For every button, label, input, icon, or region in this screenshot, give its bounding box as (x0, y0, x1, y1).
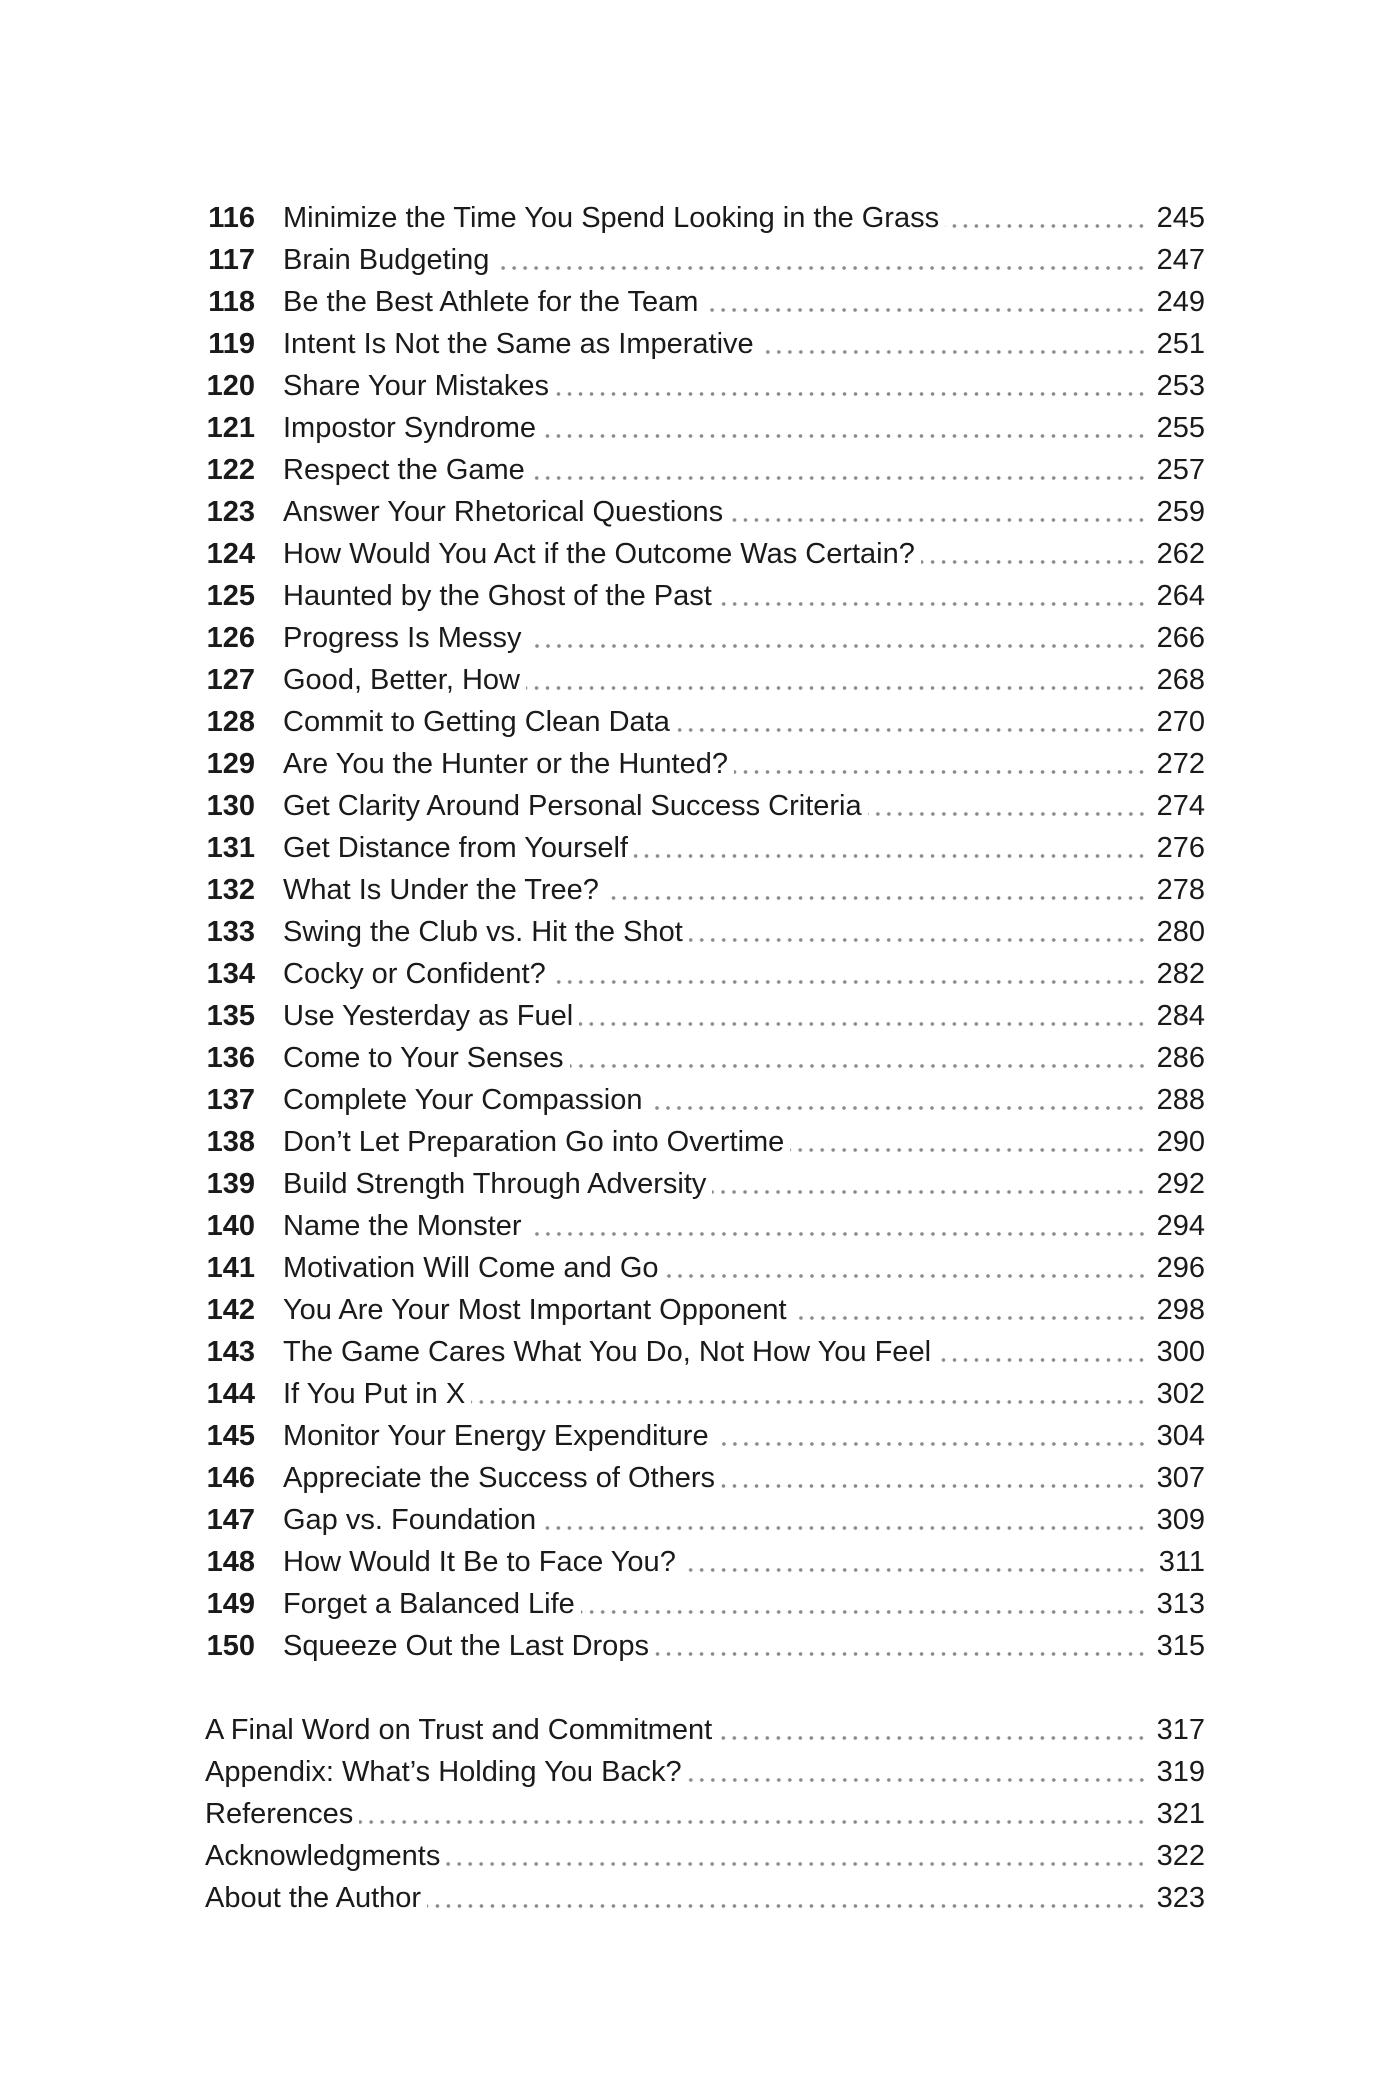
page-number: 286 (1156, 1042, 1205, 1074)
chapter-title: Appreciate the Success of Others (283, 1462, 715, 1494)
toc-entry[interactable] (205, 197, 1205, 239)
chapter-title: Respect the Game (283, 454, 525, 486)
dot-leader (760, 348, 1147, 356)
chapter-title: Motivation Will Come and Go (283, 1252, 659, 1284)
page-number: 284 (1156, 1000, 1205, 1032)
chapter-number: 142 (206, 1294, 255, 1326)
page-number: 317 (1156, 1714, 1205, 1746)
dot-leader (793, 1314, 1147, 1322)
chapter-number: 143 (206, 1336, 255, 1368)
chapter-number: 125 (206, 580, 255, 612)
page-number: 266 (1156, 622, 1205, 654)
toc-entry[interactable] (205, 869, 1205, 911)
chapter-title: You Are Your Most Important Opponent (283, 1294, 787, 1326)
toc-entry[interactable] (205, 365, 1205, 407)
page-number: 268 (1156, 664, 1205, 696)
toc-entry[interactable] (205, 1499, 1205, 1541)
chapter-number: 140 (206, 1210, 255, 1242)
page-number: 313 (1156, 1588, 1205, 1620)
dot-leader (555, 390, 1147, 398)
chapter-number: 136 (206, 1042, 255, 1074)
back-matter-title: References (205, 1798, 354, 1830)
toc-entry[interactable] (205, 1583, 1205, 1625)
back-matter-entry[interactable] (205, 1709, 1205, 1751)
chapter-title: Be the Best Athlete for the Team (283, 286, 699, 318)
toc-entry[interactable] (205, 575, 1205, 617)
page-number: 270 (1156, 706, 1205, 738)
dot-leader (579, 1020, 1147, 1028)
dot-leader (528, 1230, 1147, 1238)
dot-leader (648, 1104, 1147, 1112)
back-matter-title: A Final Word on Trust and Commitment (205, 1714, 713, 1746)
chapter-title: How Would You Act if the Outcome Was Certain? (283, 538, 915, 570)
toc-entry[interactable] (205, 827, 1205, 869)
chapter-number: 141 (206, 1252, 255, 1284)
page-number: 262 (1156, 538, 1205, 570)
chapter-number: 133 (206, 916, 255, 948)
toc-entry[interactable] (205, 1457, 1205, 1499)
dot-leader (718, 600, 1147, 608)
dot-leader (570, 1062, 1147, 1070)
dot-leader (526, 684, 1147, 692)
toc-entry[interactable] (205, 1037, 1205, 1079)
back-matter-title: Appendix: What’s Holding You Back? (205, 1756, 682, 1788)
toc-entry[interactable] (205, 323, 1205, 365)
toc-entry[interactable] (205, 1625, 1205, 1667)
page-number: 255 (1156, 412, 1205, 444)
toc-entry[interactable] (205, 449, 1205, 491)
page-number: 259 (1156, 496, 1205, 528)
toc-entry[interactable] (205, 1541, 1205, 1583)
dot-leader (581, 1608, 1147, 1616)
dot-leader (542, 432, 1147, 440)
chapter-title: Are You the Hunter or the Hunted? (283, 748, 728, 780)
dot-leader (531, 474, 1147, 482)
page-number: 245 (1156, 202, 1205, 234)
page-number: 307 (1156, 1462, 1205, 1494)
page-number: 247 (1156, 244, 1205, 276)
toc-entry[interactable] (205, 743, 1205, 785)
chapter-number: 119 (208, 328, 255, 360)
page-number: 300 (1156, 1336, 1205, 1368)
page-number: 264 (1156, 580, 1205, 612)
page-number: 302 (1156, 1378, 1205, 1410)
toc-entry[interactable] (205, 1205, 1205, 1247)
dot-leader (704, 306, 1147, 314)
chapter-title: Use Yesterday as Fuel (283, 1000, 574, 1032)
chapter-number: 129 (206, 748, 255, 780)
chapter-title: Don’t Let Preparation Go into Overtime (283, 1126, 785, 1158)
toc-entry[interactable] (205, 281, 1205, 323)
toc-entry[interactable] (205, 995, 1205, 1037)
page-number: 296 (1156, 1252, 1205, 1284)
page-number: 257 (1156, 454, 1205, 486)
chapter-number: 127 (206, 664, 255, 696)
chapter-title: Cocky or Confident? (283, 958, 546, 990)
toc-entry[interactable] (205, 239, 1205, 281)
chapter-title: Forget a Balanced Life (283, 1588, 575, 1620)
chapter-title: Build Strength Through Adversity (283, 1168, 707, 1200)
dot-leader (665, 1272, 1147, 1280)
chapter-number: 121 (206, 412, 255, 444)
chapter-title: Squeeze Out the Last Drops (283, 1630, 649, 1662)
back-matter-entry[interactable] (205, 1835, 1205, 1877)
chapter-number: 117 (208, 244, 255, 276)
page-number: 298 (1156, 1294, 1205, 1326)
dot-leader (734, 768, 1147, 776)
dot-leader (689, 936, 1147, 944)
chapter-number: 128 (206, 706, 255, 738)
toc-entry[interactable] (205, 407, 1205, 449)
dot-leader (605, 894, 1147, 902)
page-number: 294 (1156, 1210, 1205, 1242)
dot-leader (495, 264, 1147, 272)
page-number: 309 (1156, 1504, 1205, 1536)
toc-entry[interactable] (205, 1373, 1205, 1415)
chapter-number: 126 (206, 622, 255, 654)
chapter-title: Progress Is Messy (283, 622, 522, 654)
chapter-title: Impostor Syndrome (283, 412, 537, 444)
chapter-title: Good, Better, How (283, 664, 520, 696)
page-number: 323 (1156, 1882, 1205, 1914)
chapter-number: 148 (206, 1546, 255, 1578)
page-number: 253 (1156, 370, 1205, 402)
chapter-number: 124 (206, 538, 255, 570)
dot-leader (528, 642, 1148, 650)
dot-leader (921, 558, 1147, 566)
chapter-title: Commit to Getting Clean Data (283, 706, 670, 738)
chapter-number: 134 (206, 958, 255, 990)
chapter-title: Share Your Mistakes (283, 370, 549, 402)
toc-entry[interactable] (205, 785, 1205, 827)
chapter-number: 150 (206, 1630, 255, 1662)
page-number: 276 (1156, 832, 1205, 864)
back-matter-entry[interactable] (205, 1877, 1205, 1919)
dot-leader (712, 1188, 1147, 1196)
toc-entry[interactable] (205, 533, 1205, 575)
dot-leader (721, 1482, 1147, 1490)
page-number: 322 (1156, 1840, 1205, 1872)
toc-entry[interactable] (205, 1289, 1205, 1331)
page-number: 315 (1156, 1630, 1205, 1662)
toc-entry[interactable] (205, 1331, 1205, 1373)
back-matter-entry[interactable] (205, 1751, 1205, 1793)
chapter-title: Minimize the Time You Spend Looking in the Grass (283, 202, 940, 234)
page-number: 304 (1156, 1420, 1205, 1452)
toc-entry[interactable] (205, 1247, 1205, 1289)
chapter-number: 132 (206, 874, 255, 906)
page-number: 321 (1156, 1798, 1205, 1830)
chapter-number: 131 (206, 832, 255, 864)
chapter-title: What Is Under the Tree? (283, 874, 599, 906)
toc-entry[interactable] (205, 491, 1205, 533)
toc-entry[interactable] (205, 701, 1205, 743)
page-number: 280 (1156, 916, 1205, 948)
dot-leader (542, 1524, 1147, 1532)
toc-entry[interactable] (205, 1121, 1205, 1163)
page-number: 292 (1156, 1168, 1205, 1200)
page-number: 278 (1156, 874, 1205, 906)
back-matter-title: About the Author (205, 1882, 422, 1914)
chapter-list (205, 197, 1205, 1667)
dot-leader (359, 1818, 1147, 1826)
toc-entry[interactable] (205, 953, 1205, 995)
page-number: 311 (1158, 1546, 1205, 1578)
page-number: 249 (1156, 286, 1205, 318)
chapter-title: Answer Your Rhetorical Questions (283, 496, 724, 528)
chapter-number: 120 (206, 370, 255, 402)
page-number: 251 (1156, 328, 1205, 360)
toc-entry[interactable] (205, 617, 1205, 659)
dot-leader (446, 1860, 1147, 1868)
chapter-number: 130 (206, 790, 255, 822)
chapter-number: 139 (206, 1168, 255, 1200)
chapter-number: 144 (206, 1378, 255, 1410)
chapter-title: Get Distance from Yourself (283, 832, 628, 864)
chapter-title: Brain Budgeting (283, 244, 490, 276)
dot-leader (688, 1776, 1147, 1784)
page-number: 288 (1156, 1084, 1205, 1116)
chapter-title: Intent Is Not the Same as Imperative (283, 328, 754, 360)
table-of-contents (205, 197, 1205, 1919)
dot-leader (676, 726, 1147, 734)
dot-leader (790, 1146, 1147, 1154)
dot-leader (945, 222, 1147, 230)
chapter-number: 145 (206, 1420, 255, 1452)
back-matter-list (205, 1709, 1205, 1919)
chapter-number: 137 (206, 1084, 255, 1116)
chapter-title: How Would It Be to Face You? (283, 1546, 676, 1578)
chapter-title: Come to Your Senses (283, 1042, 564, 1074)
chapter-title: Name the Monster (283, 1210, 522, 1242)
dot-leader (715, 1440, 1147, 1448)
chapter-title: If You Put in X (283, 1378, 466, 1410)
chapter-title: Swing the Club vs. Hit the Shot (283, 916, 683, 948)
page-number: 319 (1156, 1756, 1205, 1788)
dot-leader (655, 1650, 1147, 1658)
page-number: 290 (1156, 1126, 1205, 1158)
chapter-number: 123 (206, 496, 255, 528)
dot-leader (552, 978, 1147, 986)
chapter-number: 147 (206, 1504, 255, 1536)
chapter-number: 138 (206, 1126, 255, 1158)
chapter-number: 122 (206, 454, 255, 486)
chapter-title: The Game Cares What You Do, Not How You Feel (283, 1336, 932, 1368)
chapter-title: Get Clarity Around Personal Success Criteria (283, 790, 862, 822)
chapter-number: 118 (208, 286, 255, 318)
chapter-title: Complete Your Compassion (283, 1084, 643, 1116)
toc-entry[interactable] (205, 911, 1205, 953)
dot-leader (718, 1734, 1147, 1742)
page-number: 274 (1156, 790, 1205, 822)
toc-entry[interactable] (205, 659, 1205, 701)
toc-entry[interactable] (205, 1079, 1205, 1121)
page-number: 272 (1156, 748, 1205, 780)
chapter-number: 116 (208, 202, 255, 234)
page-number: 282 (1156, 958, 1205, 990)
chapter-number: 135 (206, 1000, 255, 1032)
chapter-number: 146 (206, 1462, 255, 1494)
back-matter-title: Acknowledgments (205, 1840, 441, 1872)
chapter-title: Haunted by the Ghost of the Past (283, 580, 712, 612)
toc-entry[interactable] (205, 1163, 1205, 1205)
chapter-title: Gap vs. Foundation (283, 1504, 537, 1536)
dot-leader (937, 1356, 1147, 1364)
dot-leader (729, 516, 1147, 524)
chapter-number: 149 (206, 1588, 255, 1620)
toc-entry[interactable] (205, 1415, 1205, 1457)
chapter-title: Monitor Your Energy Expenditure (283, 1420, 709, 1452)
dot-leader (868, 810, 1147, 818)
dot-leader (471, 1398, 1147, 1406)
back-matter-entry[interactable] (205, 1793, 1205, 1835)
dot-leader (682, 1566, 1147, 1574)
dot-leader (427, 1902, 1147, 1910)
dot-leader (634, 852, 1147, 860)
